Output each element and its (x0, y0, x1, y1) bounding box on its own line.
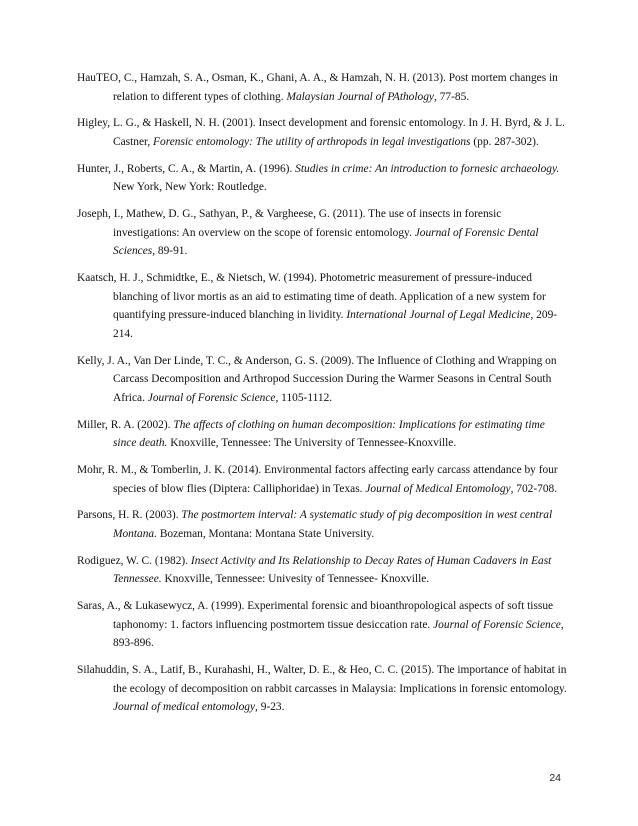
reference-entry: Hunter, J., Roberts, C. A., & Martin, A. (1996). Studies in crime: An introduction to fornesic archaeology. New York, New York: Routledge. (77, 162, 560, 194)
reference-entry: Kaatsch, H. J., Schmidtke, E., & Nietsch, W. (1994). Photometric measurement of pressure-induced blanching of livor mortis as an aid to estimating time of death. Application of a new system for quantifying pressure-induced blanching in lividity. International Journal of Legal Medicine, 209-214. (77, 272, 558, 340)
reference-entry: Miller, R. A. (2002). The affects of clothing on human decomposition: Implications for estimating time since death. Knoxville, Tennessee: The University of Tennessee-Knoxville. (77, 418, 545, 450)
page-number: 24 (549, 772, 561, 784)
reference-entry: Higley, L. G., & Haskell, N. H. (2001). Insect development and forensic entomology. In J. H. Byrd, & J. L. Castner, Forensic entomology: The utility of arthropods in legal investigations (pp. 287-302). (77, 117, 565, 148)
reference-entry: HauTEO, C., Hamzah, S. A., Osman, K., Ghani, A. A., & Hamzah, N. H. (2013). Post mortem changes in relation to different types of clothing. Malaysian Journal of PAthology, 77-85. (77, 72, 558, 103)
reference-entry: Silahuddin, S. A., Latif, B., Kurahashi, H., Walter, D. E., & Heo, C. C. (2015). The importance of habitat in the ecology of decomposition on rabbit carcasses in Malaysia: Implications in forensic entomology. Journal of medical entomology, 9-23. (77, 664, 567, 714)
reference-entry: Joseph, I., Mathew, D. G., Sathyan, P., & Vargheese, G. (2011). The use of insects in forensic investigations: An overview on the scope of forensic entomology. Journal of Forensic Dental Sciences, 89-91. (77, 208, 539, 258)
reference-entry: Saras, A., & Lukasewycz, A. (1999). Experimental forensic and bioanthropological aspects of soft tissue taphonomy: 1. factors influencing postmortem tissue desiccation rate. Journal of Forensic Science, 893-896. (77, 600, 564, 650)
reference-list (77, 69, 569, 725)
reference-entry: Rodiguez, W. C. (1982). Insect Activity and Its Relationship to Decay Rates of Human Cadavers in East Tennessee. Knoxville, Tennessee: Univesity of Tennessee- Knoxville. (77, 554, 552, 586)
reference-entry: Mohr, R. M., & Tomberlin, J. K. (2014). Environmental factors affecting early carcass attendance by four species of blow flies (Diptera: Calliphoridae) in Texas. Journal of Medical Entomology, 702-708. (77, 464, 558, 495)
reference-entry: Kelly, J. A., Van Der Linde, T. C., & Anderson, G. S. (2009). The Influence of Clothing and Wrapping on Carcass Decomposition and Arthropod Succession During the Warmer Seasons in Central South Africa. Journal of Forensic Science, 1105-1112. (77, 354, 557, 404)
reference-entry: Parsons, H. R. (2003). The postmortem interval: A systematic study of pig decomposition in west central Montana. Bozeman, Montana: Montana State University. (77, 509, 553, 540)
